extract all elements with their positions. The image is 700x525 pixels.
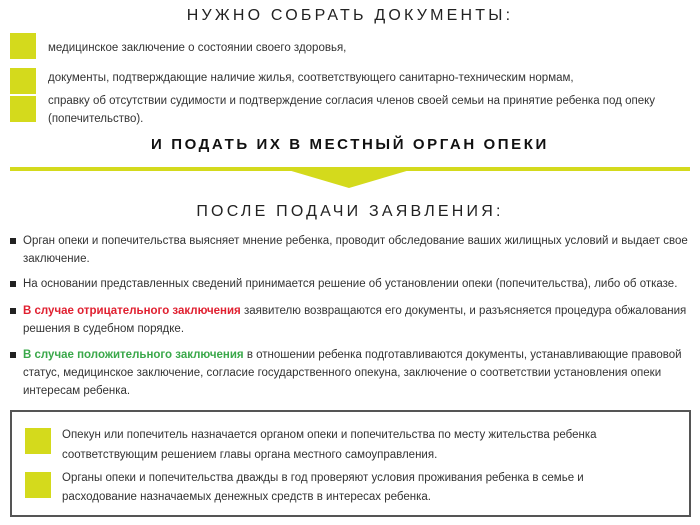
note-appointment-line1: Опекун или попечитель назначается органом опеки и попечительства по месту жительства ребенка (62, 429, 597, 441)
step-positive-line2: статус, медицинское заключение, согласие государственного опекуна, заключение о соответствии установления опеки (23, 367, 662, 379)
document-item-medical: медицинское заключение о состоянии своего здоровья, (48, 42, 347, 54)
square-marker-icon (25, 472, 51, 498)
document-item-record-line1: справку об отсутствии судимости и подтверждение согласия членов своей семьи на принятие ребенка под опеку (48, 95, 656, 107)
arrow-down-icon (288, 170, 410, 188)
square-marker-icon (10, 68, 36, 94)
square-marker-icon (25, 428, 51, 454)
documents-heading: НУЖНО СОБРАТЬ ДОКУМЕНТЫ: (186, 7, 514, 24)
square-marker-icon (10, 33, 36, 59)
document-item-record-line2: (попечительство). (48, 113, 144, 125)
after-submission-heading: ПОСЛЕ ПОДАЧИ ЗАЯВЛЕНИЯ: (196, 203, 504, 220)
bullet-icon (10, 352, 16, 358)
bullet-icon (10, 281, 16, 287)
positive-rest: в отношении ребенка подготавливаются документы, устанавливающие правовой (243, 349, 682, 361)
step-negative-line2: решения в судебном порядке. (23, 323, 185, 335)
step-positive-line1 (23, 346, 682, 364)
step-assessment-line2: заключение. (23, 253, 90, 265)
step-decision: На основании представленных сведений принимается решение об установлении опеки (попечительства), либо об отказе. (23, 278, 678, 290)
note-inspection-line1: Органы опеки и попечительства дважды в год проверяют условия проживания ребенка в семье и (62, 472, 584, 484)
note-appointment-line2: соответствующим решением главы органа местного самоуправления. (62, 449, 438, 461)
note-inspection-line2: расходование назначаемых денежных средств в интересах ребенка. (62, 491, 431, 503)
submit-heading: И ПОДАТЬ ИХ В МЕСТНЫЙ ОРГАН ОПЕКИ (151, 136, 549, 153)
negative-rest: заявителю возвращаются его документы, и разъясняется процедура обжалования (240, 305, 687, 317)
bullet-icon (10, 238, 16, 244)
document-item-housing: документы, подтверждающие наличие жилья, соответствующего санитарно-техническим нормам, (48, 72, 574, 84)
step-assessment-line1: Орган опеки и попечительства выясняет мнение ребенка, проводит обследование ваших жилищных условий и выдает свое (23, 235, 688, 247)
positive-highlight: В случае положительного заключения (23, 349, 244, 361)
square-marker-icon (10, 96, 36, 122)
bullet-icon (10, 308, 16, 314)
negative-highlight: В случае отрицательного заключения (23, 305, 241, 317)
step-positive-line3: интересам ребенка. (23, 385, 131, 397)
step-negative-line1 (23, 302, 686, 320)
